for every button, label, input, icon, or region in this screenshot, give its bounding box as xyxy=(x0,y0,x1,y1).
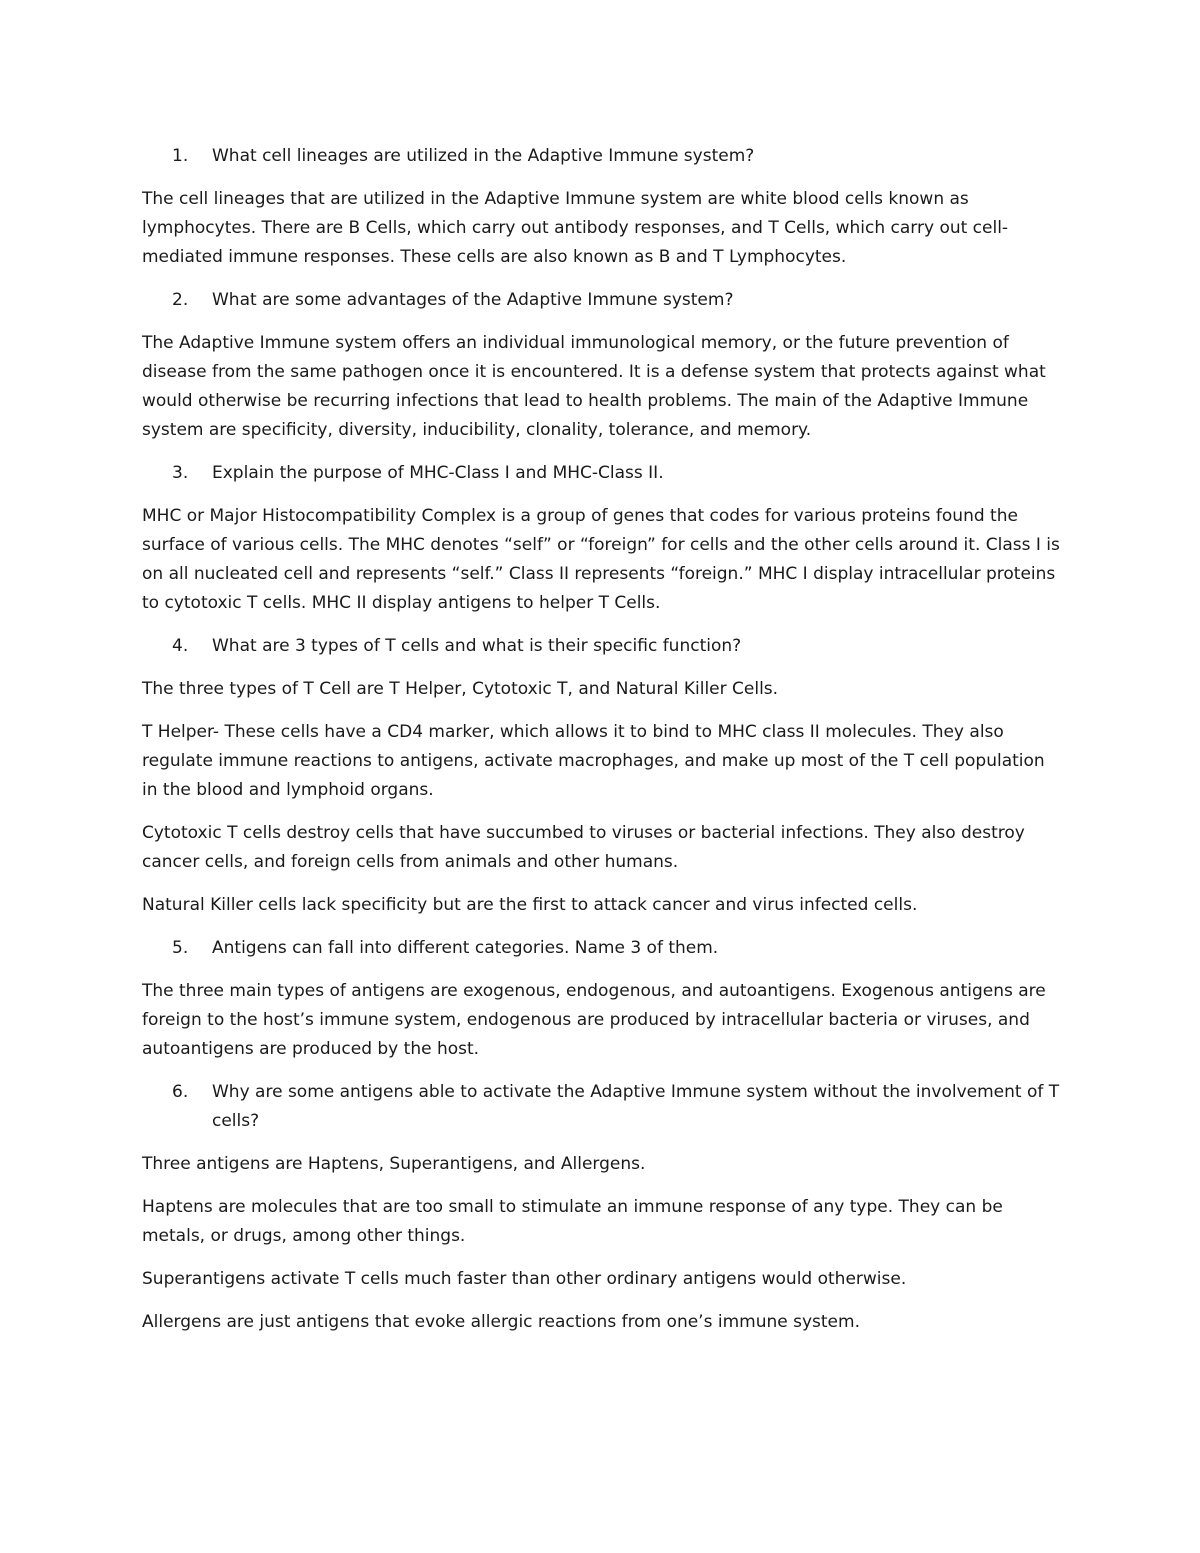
question-number: 1. xyxy=(172,146,189,166)
question-number: 5. xyxy=(172,938,189,958)
question-text: Explain the purpose of MHC-Class I and MHC-Class II. xyxy=(212,463,664,483)
answer-paragraph: Three antigens are Haptens, Superantigens, and Allergens. xyxy=(142,1154,646,1174)
question-5 xyxy=(142,934,1062,963)
question-3 xyxy=(142,459,1062,488)
answer-paragraph: The cell lineages that are utilized in the Adaptive Immune system are white blood cells known as lymphocytes. There are B Cells, which carry out antibody responses, and T Cells, which carry out cell-mediated immune responses. These cells are also known as B and T Lymphocytes. xyxy=(142,189,1009,267)
question-text: What cell lineages are utilized in the Adaptive Immune system? xyxy=(212,146,755,166)
answer-paragraph: T Helper- These cells have a CD4 marker, which allows it to bind to MHC class II molecules. They also regulate immune reactions to antigens, activate macrophages, and make up most of the T cell population in the blood and lymphoid organs. xyxy=(142,722,1045,800)
question-1 xyxy=(142,142,1062,171)
answer-paragraph: The Adaptive Immune system offers an individual immunological memory, or the future prevention of disease from the same pathogen once it is encountered. It is a defense system that protects against what would otherwise be recurring infections that lead to health problems. The main of the Adaptive Immune system are specificity, diversity, inducibility, clonality, tolerance, and memory. xyxy=(142,333,1046,440)
question-text: Antigens can fall into different categories. Name 3 of them. xyxy=(212,938,719,958)
answer-paragraph: The three main types of antigens are exogenous, endogenous, and autoantigens. Exogenous antigens are foreign to the host’s immune system, endogenous are produced by intracellular bacteria or viruses, and autoantigens are produced by the host. xyxy=(142,981,1046,1059)
answer-paragraph: The three types of T Cell are T Helper, Cytotoxic T, and Natural Killer Cells. xyxy=(142,679,779,699)
question-text: Why are some antigens able to activate the Adaptive Immune system without the involvement of T cells? xyxy=(212,1082,1060,1131)
answer-paragraph: Superantigens activate T cells much faster than other ordinary antigens would otherwise. xyxy=(142,1269,907,1289)
question-4 xyxy=(142,632,1062,661)
document-body xyxy=(142,142,1062,1351)
question-2 xyxy=(142,286,1062,315)
question-number: 2. xyxy=(172,290,189,310)
answer-paragraph: Cytotoxic T cells destroy cells that have succumbed to viruses or bacterial infections. They also destroy cancer cells, and foreign cells from animals and other humans. xyxy=(142,823,1025,872)
question-number: 3. xyxy=(172,463,189,483)
answer-paragraph: Allergens are just antigens that evoke allergic reactions from one’s immune system. xyxy=(142,1312,860,1332)
question-text: What are 3 types of T cells and what is their specific function? xyxy=(212,636,742,656)
question-number: 6. xyxy=(172,1082,189,1102)
answer-paragraph: MHC or Major Histocompatibility Complex is a group of genes that codes for various proteins found the surface of various cells. The MHC denotes “self” or “foreign” for cells and the other cells around it. Class I is on all nucleated cell and represents “self.” Class II represents “foreign.” MHC I display intracellular proteins to cytotoxic T cells. MHC II display antigens to helper T Cells. xyxy=(142,506,1060,613)
answer-paragraph: Haptens are molecules that are too small to stimulate an immune response of any type. They can be metals, or drugs, among other things. xyxy=(142,1197,1003,1246)
question-6 xyxy=(142,1078,1062,1136)
question-number: 4. xyxy=(172,636,189,656)
answer-paragraph: Natural Killer cells lack specificity but are the first to attack cancer and virus infected cells. xyxy=(142,895,918,915)
question-text: What are some advantages of the Adaptive Immune system? xyxy=(212,290,734,310)
